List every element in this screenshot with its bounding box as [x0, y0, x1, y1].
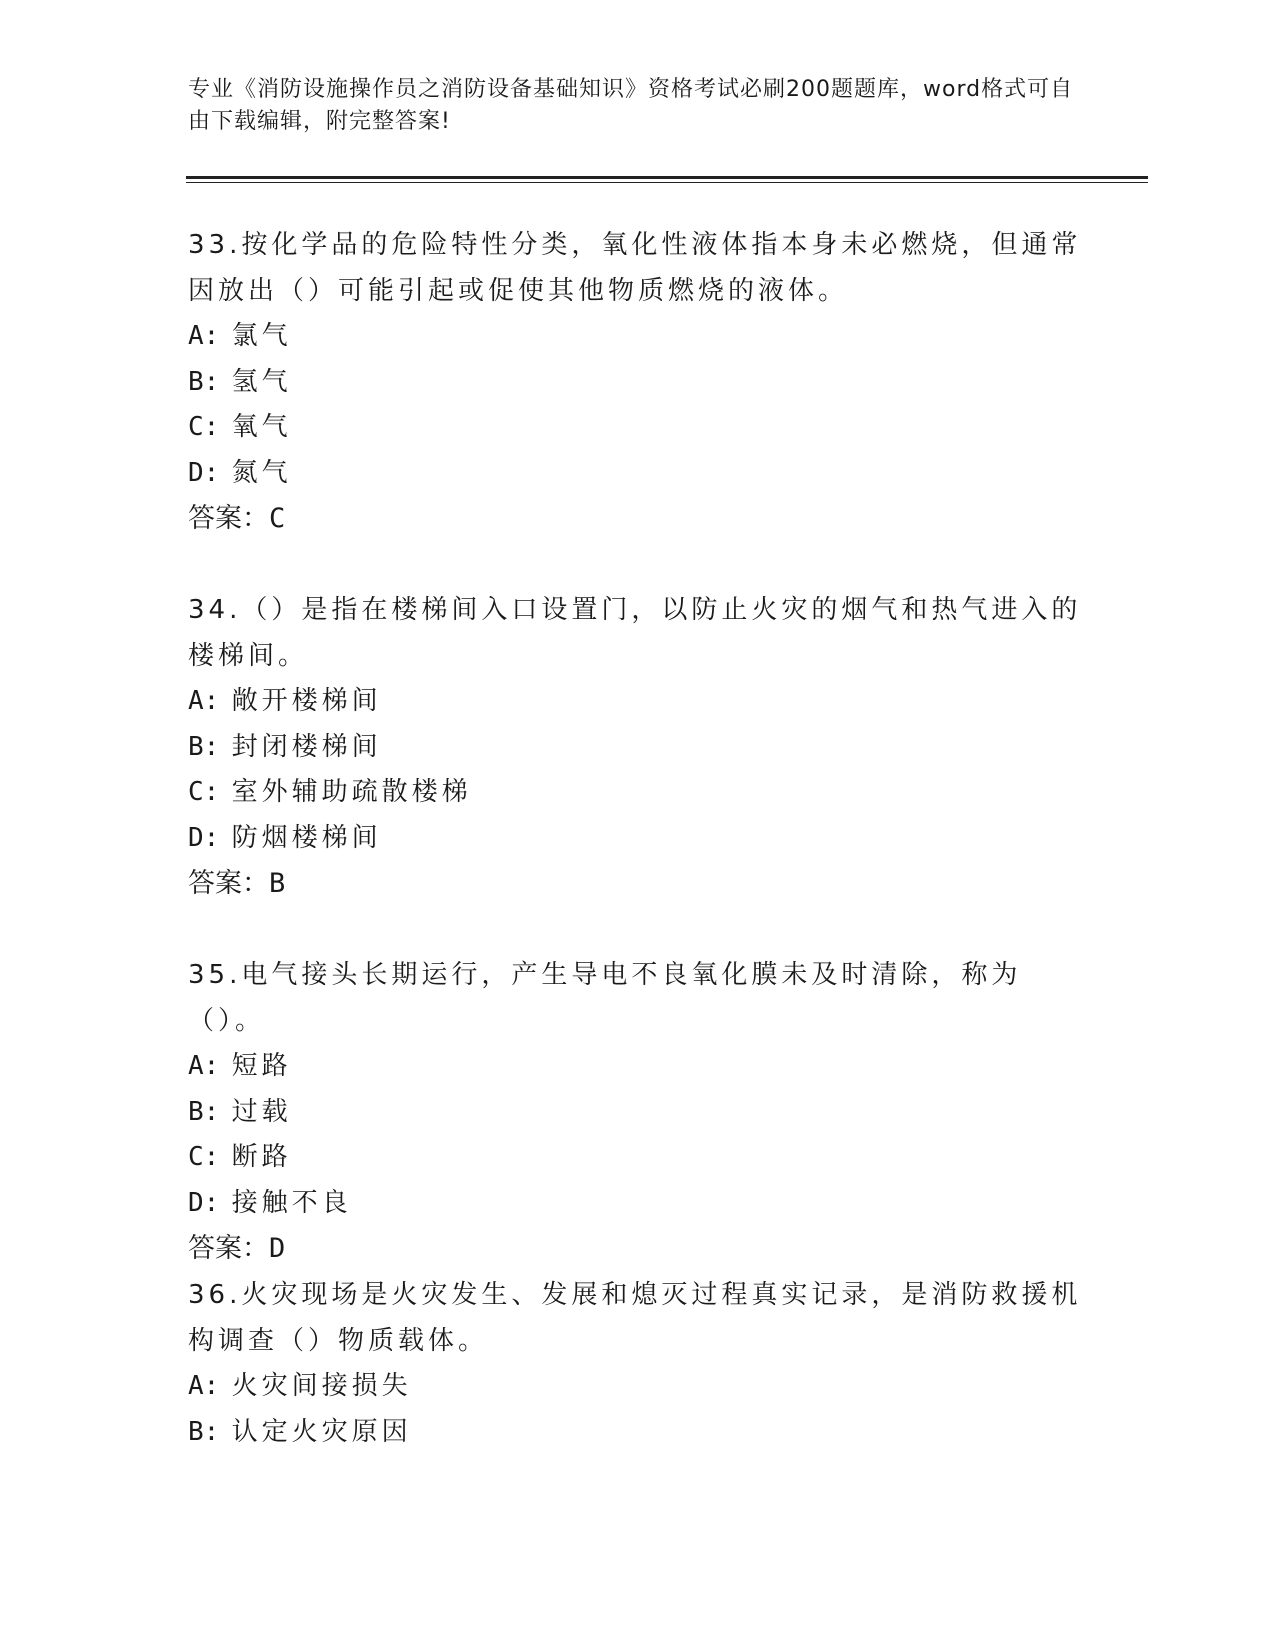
question-stem: 33.按化学品的危险特性分类，氧化性液体指本身未必燃烧，但通常因放出（）可能引起或促使其他物质燃烧的液体。 [188, 230, 1082, 306]
option-text: 断路 [231, 1142, 292, 1172]
option-text: 封闭楼梯间 [231, 731, 382, 762]
option-letter: C: [188, 1142, 220, 1172]
option-b [188, 360, 1088, 406]
option-letter: A: [188, 686, 220, 716]
option-d [188, 1181, 1088, 1227]
option-text: 氮气 [231, 457, 292, 488]
option-letter: B: [188, 731, 220, 762]
question-35 [188, 952, 1088, 1272]
option-text: 敞开楼梯间 [231, 686, 382, 716]
question-36 [188, 1272, 1088, 1455]
answer-label: 答案： [188, 503, 269, 534]
option-c [188, 770, 1088, 816]
header-divider-thin [186, 182, 1148, 183]
option-letter: C: [188, 412, 220, 442]
answer-value: B [269, 868, 286, 899]
option-letter: D: [188, 822, 220, 853]
question-stem: 34.（）是指在楼梯间入口设置门，以防止火灾的烟气和热气进入的楼梯间。 [188, 595, 1082, 671]
answer [188, 1226, 1088, 1272]
option-a [188, 314, 1088, 360]
option-letter: D: [188, 457, 220, 488]
option-text: 火灾间接损失 [231, 1371, 412, 1401]
answer [188, 496, 1088, 542]
option-text: 过载 [231, 1096, 292, 1127]
option-text: 氯气 [231, 321, 292, 351]
option-b [188, 725, 1088, 771]
option-text: 氧气 [231, 412, 292, 442]
option-letter: B: [188, 1096, 220, 1127]
answer-value: D [269, 1233, 286, 1264]
option-d [188, 451, 1088, 497]
option-text: 室外辅助疏散楼梯 [231, 777, 472, 807]
option-text: 接触不良 [231, 1187, 352, 1218]
option-c [188, 1135, 1088, 1181]
option-a [188, 1364, 1088, 1410]
option-text: 氢气 [231, 366, 292, 397]
option-a [188, 679, 1088, 725]
option-b [188, 1090, 1088, 1136]
option-d [188, 816, 1088, 862]
option-letter: B: [188, 1416, 220, 1447]
option-letter: D: [188, 1187, 220, 1218]
option-text: 短路 [231, 1051, 292, 1081]
answer-value: C [269, 503, 286, 534]
option-b [188, 1410, 1088, 1456]
question-stem: 35.电气接头长期运行，产生导电不良氧化膜未及时清除，称为（）。 [188, 960, 1022, 1036]
question-stem: 36.火灾现场是火灾发生、发展和熄灭过程真实记录，是消防救援机构调查（）物质载体。 [188, 1280, 1082, 1356]
option-letter: A: [188, 321, 220, 351]
question-33 [188, 222, 1088, 542]
answer-label: 答案： [188, 1233, 269, 1264]
option-letter: C: [188, 777, 220, 807]
option-letter: A: [188, 1051, 220, 1081]
header-text: 专业《消防设施操作员之消防设备基础知识》资格考试必刷200题题库，word格式可自由下载编辑，附完整答案! [188, 77, 1074, 134]
option-text: 防烟楼梯间 [231, 822, 382, 853]
answer [188, 861, 1088, 907]
option-a [188, 1044, 1088, 1090]
option-c [188, 405, 1088, 451]
header-divider-thick [186, 176, 1148, 179]
option-letter: A: [188, 1371, 220, 1401]
question-34 [188, 587, 1088, 907]
answer-label: 答案： [188, 868, 269, 899]
option-letter: B: [188, 366, 220, 397]
option-text: 认定火灾原因 [231, 1416, 412, 1447]
